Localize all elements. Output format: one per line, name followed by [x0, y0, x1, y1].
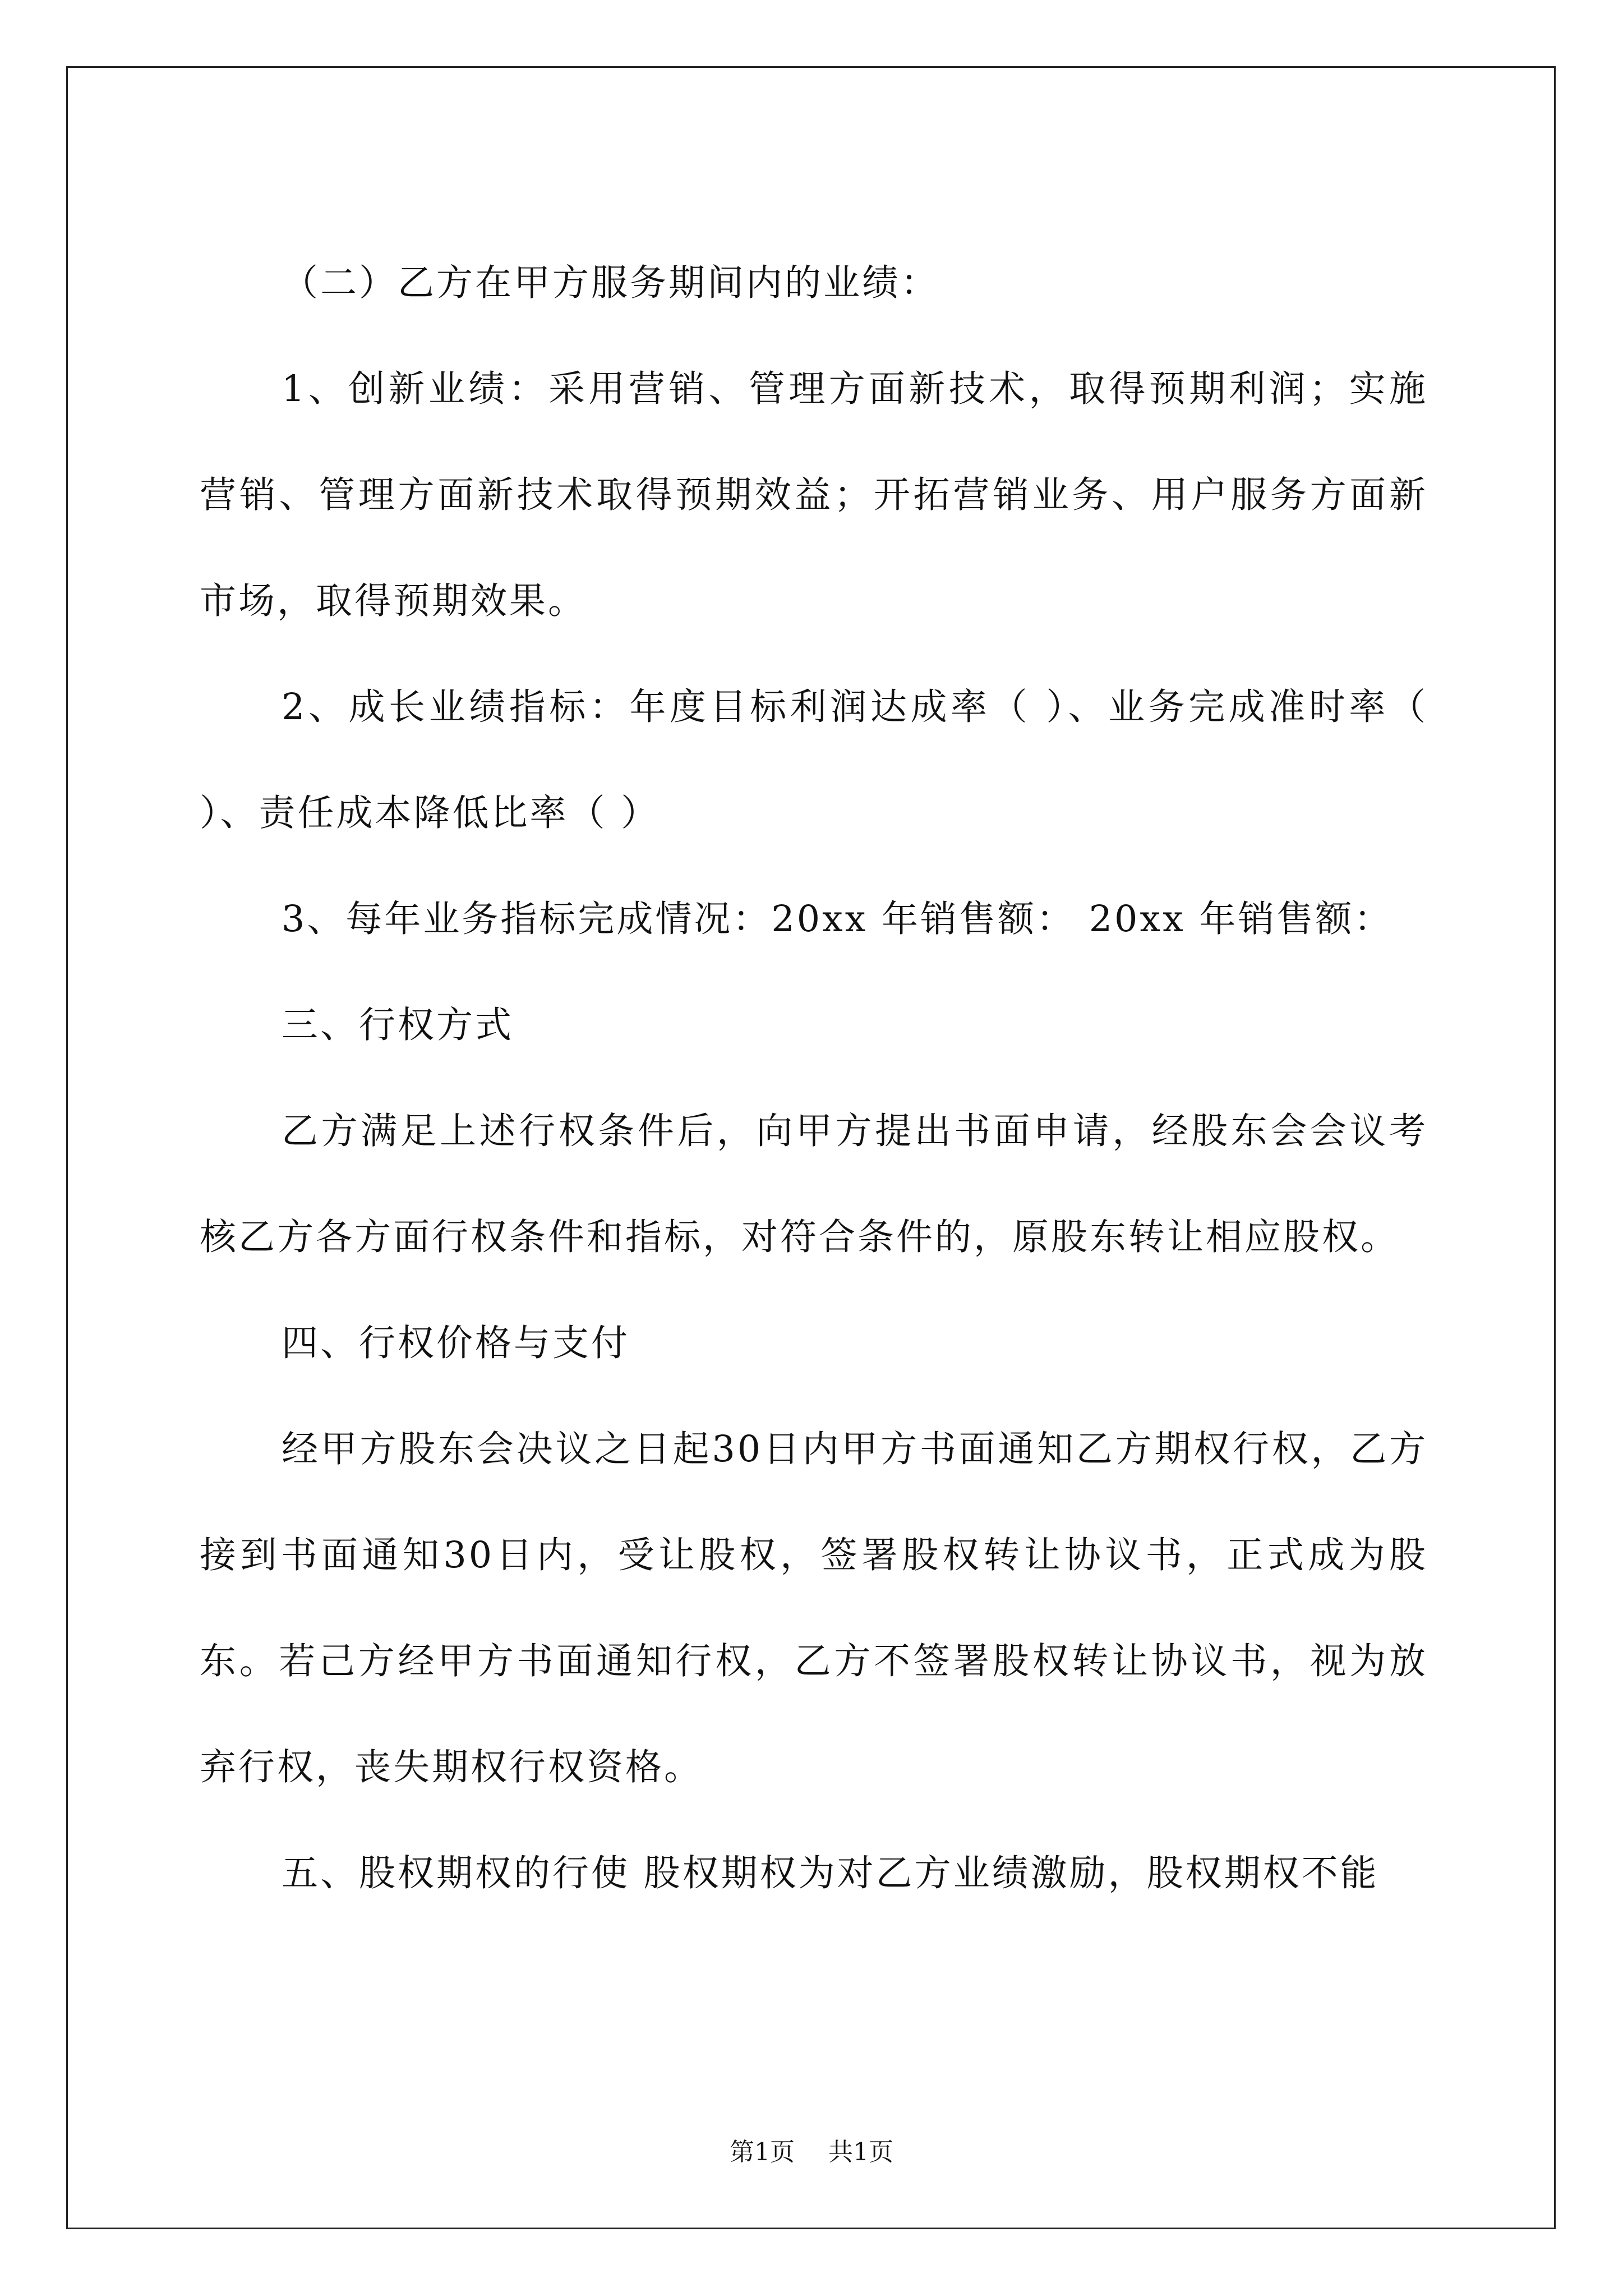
section-heading-price-payment: 四、行权价格与支付 [282, 1322, 630, 1364]
document-body [200, 230, 1428, 1926]
paragraph-annual-sales: 3、每年业务指标完成情况：20xx 年销售额： 20xx 年销售额： [282, 898, 1393, 940]
page-footer [0, 2132, 1623, 2168]
paragraph-innovation-performance: 1、创新业绩：采用营销、管理方面新技术，取得预期利润；实施营销、管理方面新技术取得预期效益；开拓营销业务、用户服务方面新市场，取得预期效果。 [200, 368, 1428, 622]
section-heading-exercise-method: 三、行权方式 [282, 1004, 514, 1046]
paragraph-exercise-method: 乙方满足上述行权条件后，向甲方提出书面申请，经股东会会议考核乙方各方面行权条件和指标，对符合条件的，原股东转让相应股权。 [200, 1110, 1428, 1258]
paragraph-growth-indicators: 2、成长业绩指标：年度目标利润达成率（ ）、业务完成准时率（ ）、责任成本降低比率（ ） [200, 686, 1428, 834]
paragraph-performance-heading: （二）乙方在甲方服务期间内的业绩： [282, 262, 940, 304]
page-number-current: 第1页 [730, 2138, 795, 2166]
page-number-total: 共1页 [828, 2138, 893, 2166]
paragraph-price-payment: 经甲方股东会决议之日起30日内甲方书面通知乙方期权行权，乙方接到书面通知30日内，受让股权，签署股权转让协议书，正式成为股东。若己方经甲方书面通知行权，乙方不签署股权转让协议书，视为放弃行权，丧失期权行权资格。 [200, 1428, 1428, 1788]
section-heading-option-exercise: 五、股权期权的行使 股权期权为对乙方业绩激励，股权期权不能 [282, 1852, 1379, 1894]
